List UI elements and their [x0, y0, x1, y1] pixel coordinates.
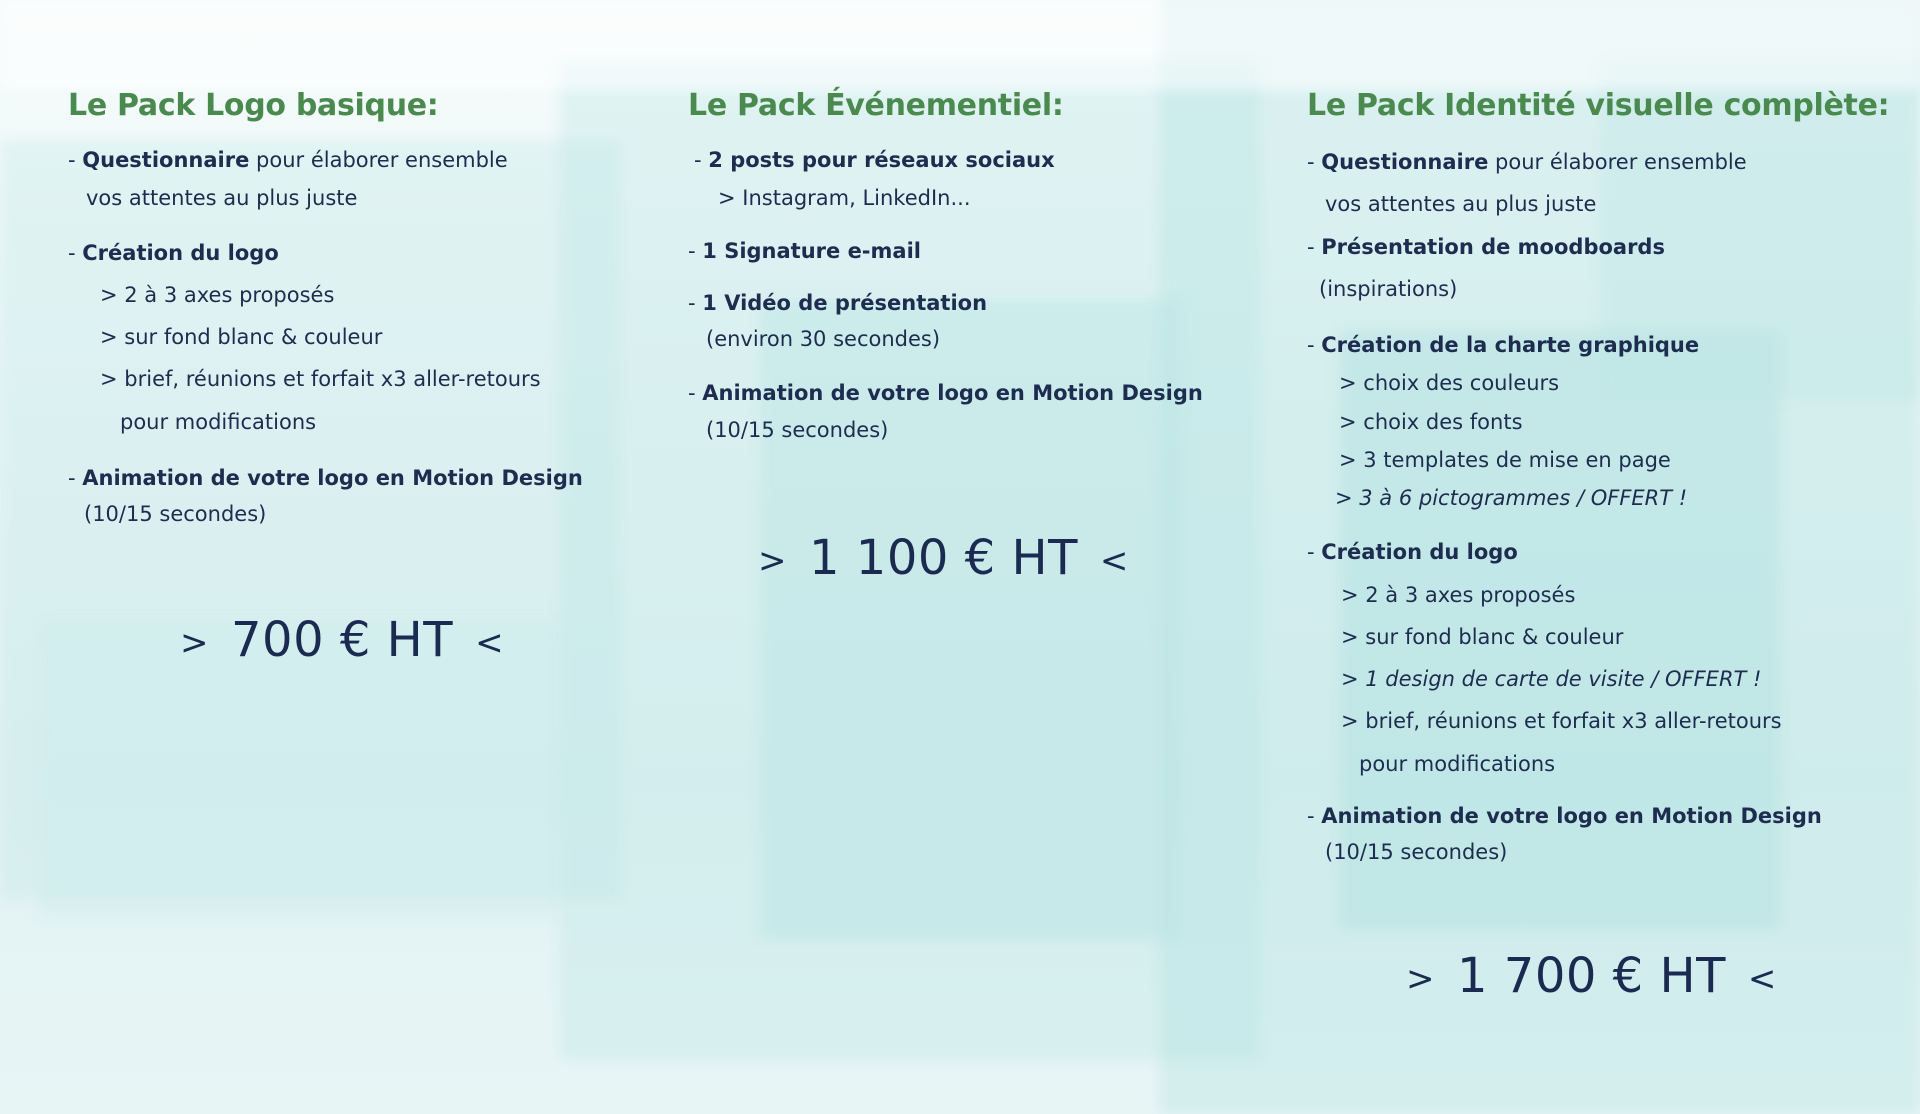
pack-item: - Animation de votre logo en Motion Design (10/15 secondes) [1307, 803, 1907, 866]
price-tag [736, 530, 1151, 586]
pack-subitem: pour modifications [1359, 751, 1556, 776]
pack-subitem: (10/15 secondes) [84, 502, 267, 526]
pack-item: - Questionnaire pour élaborer ensemble vos attentes au plus juste [1307, 149, 1907, 218]
pack-subitem: > 3 à 6 pictogrammes / OFFERT ! [1335, 486, 1688, 510]
pack-item: - Animation de votre logo en Motion Design (10/15 secondes) [688, 380, 1248, 443]
pack-subitem: vos attentes au plus juste [86, 186, 358, 211]
pack-subitem: > sur fond blanc & couleur [1341, 624, 1624, 649]
pack-title: Le Pack Logo basique: [68, 88, 439, 123]
price-arrow-left: > [1406, 959, 1435, 999]
pack-subitem: > choix des couleurs [1339, 371, 1560, 396]
pack-subitem: > 2 à 3 axes proposés [1341, 582, 1576, 607]
pack-items [68, 147, 628, 527]
price-value: 1 100 € HT [809, 530, 1078, 586]
pack-item: - 2 posts pour réseaux sociaux > Instagram, LinkedIn... [688, 147, 1248, 212]
pack-subitem: vos attentes au plus juste [1325, 192, 1597, 217]
pack-evenementiel [688, 88, 1248, 443]
pack-subitem: > 3 templates de mise en page [1339, 447, 1671, 472]
pack-item: - Création du logo > 2 à 3 axes proposés > sur fond blanc & couleur > 1 design de carte de visite / OFFERT ! > brief, réunions et forfait x3 aller-retours pour modifications [1307, 539, 1907, 777]
pack-item: - Présentation de moodboards (inspirations) [1307, 234, 1907, 303]
pack-subitem: > Instagram, LinkedIn... [718, 186, 971, 211]
pack-item: - Questionnaire pour élaborer ensemble vos attentes au plus juste [68, 147, 628, 212]
pack-subitem: (10/15 secondes) [706, 417, 889, 442]
price-value: 700 € HT [231, 612, 454, 668]
price-arrow-left: > [758, 541, 787, 581]
price-arrow-right: < [1747, 959, 1777, 999]
pack-title: Le Pack Identité visuelle complète: [1307, 88, 1890, 123]
price-arrow-left: > [180, 623, 209, 663]
pack-logo-basique [68, 88, 628, 527]
price-tag [158, 612, 526, 668]
price-arrow-right: < [1099, 541, 1129, 581]
pack-item: - Création de la charte graphique > choix des couleurs > choix des fonts > 3 templates de mise en page > 3 à 6 pictogrammes / OFFERT ! [1307, 332, 1907, 511]
price-value: 1 700 € HT [1457, 948, 1726, 1004]
price-tag [1384, 948, 1799, 1004]
pack-items [688, 147, 1248, 443]
pack-subitem: (environ 30 secondes) [706, 327, 941, 351]
pack-item: - Création du logo > 2 à 3 axes proposés > sur fond blanc & couleur > brief, réunions et forfait x3 aller-retours pour modifications [68, 240, 628, 435]
pack-subitem: (10/15 secondes) [1325, 840, 1508, 864]
pack-subitem: pour modifications [120, 409, 317, 434]
pack-item: - 1 Signature e-mail [688, 238, 921, 263]
pack-subitem: (inspirations) [1319, 276, 1458, 301]
pack-identite-visuelle [1307, 88, 1907, 865]
price-arrow-right: < [475, 623, 505, 663]
pack-items [1307, 149, 1907, 865]
pack-subitem: > sur fond blanc & couleur [100, 325, 383, 349]
pack-title: Le Pack Événementiel: [688, 88, 1064, 123]
pack-subitem: > brief, réunions et forfait x3 aller-retours [100, 367, 541, 392]
pack-subitem: > brief, réunions et forfait x3 aller-retours [1341, 709, 1782, 734]
pack-subitem: > 1 design de carte de visite / OFFERT ! [1341, 667, 1762, 691]
pack-subitem: > 2 à 3 axes proposés [100, 282, 335, 307]
pack-item: - Animation de votre logo en Motion Design (10/15 secondes) [68, 465, 628, 528]
pack-item: - 1 Vidéo de présentation (environ 30 secondes) [688, 290, 1248, 353]
pack-subitem: > choix des fonts [1339, 409, 1523, 434]
